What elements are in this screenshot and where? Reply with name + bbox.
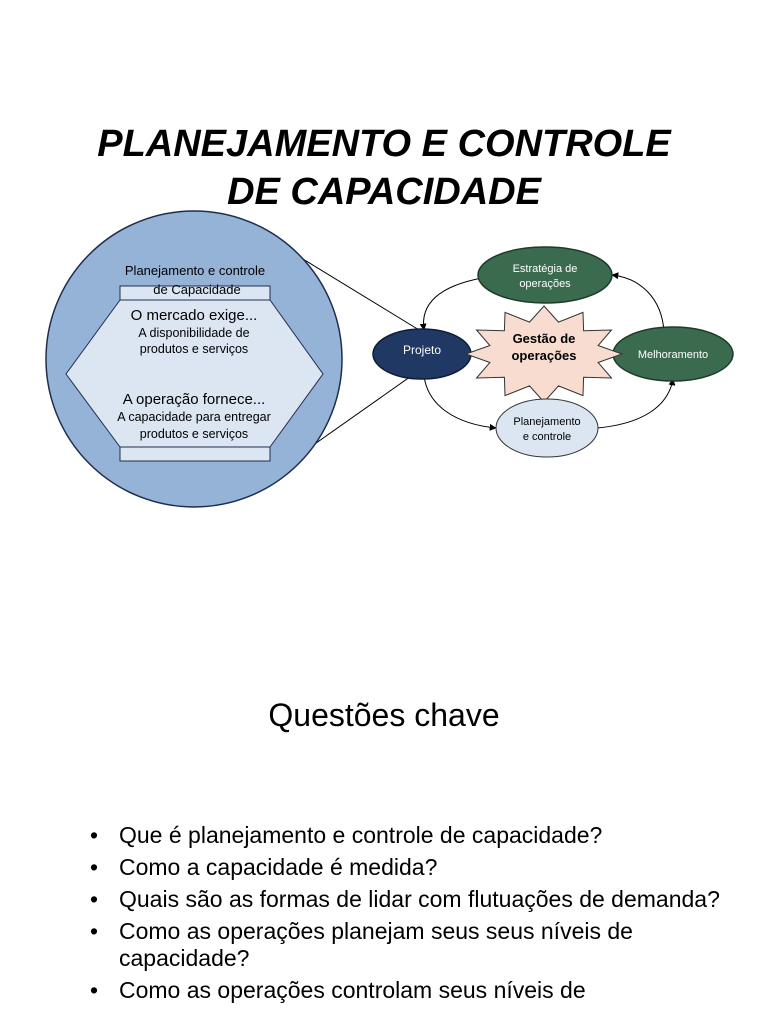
planning-label-line2: e controle: [522, 431, 572, 443]
strategy-label-line2: operações: [519, 278, 571, 290]
question-item: • Como a capacidade é medida?: [88, 854, 748, 881]
project-label: Projeto: [402, 343, 442, 357]
arrow-improvement-to-strategy: [612, 275, 664, 332]
planning-node: [496, 399, 598, 457]
detail-title-line1: Planejamento e controle: [124, 263, 266, 278]
question-item: • Que é planejamento e controle de capacidade?: [88, 822, 748, 849]
center-label-line1: Gestão de: [512, 331, 576, 346]
strategy-node: [478, 247, 612, 303]
question-item: • Como as operações planejam seus seus níveis de capacidade?: [88, 918, 748, 972]
key-questions-list: [88, 822, 748, 1009]
key-questions-heading: Questões chave: [268, 697, 500, 733]
arrow-strategy-to-project: [423, 278, 482, 330]
slide-title-line2: DE CAPACIDADE: [227, 171, 541, 213]
center-label-line2: operações: [511, 348, 577, 363]
planning-label-line1: Planejamento: [513, 416, 581, 428]
strategy-label-line1: Estratégia de: [512, 263, 578, 275]
detail-title-line2: de Capacidade: [153, 282, 241, 297]
question-item: • Como as operações controlam seus níveis de: [88, 977, 748, 1004]
operation-line1: A capacidade para entregar: [117, 410, 271, 424]
improvement-label: Melhoramento: [637, 349, 709, 361]
operation-heading: A operação fornece...: [122, 391, 266, 408]
arrow-planning-to-improvement: [597, 379, 673, 428]
question-item: • Quais são as formas de lidar com flutuações de demanda?: [88, 886, 748, 913]
operation-line2: produtos e serviços: [139, 427, 249, 441]
market-heading: O mercado exige...: [130, 307, 258, 324]
market-line2: produtos e serviços: [139, 342, 249, 356]
arrow-project-to-planning: [424, 376, 496, 428]
slide-title-line1: PLANEJAMENTO E CONTROLE: [97, 123, 671, 165]
market-line1: A disponibilidade de: [138, 326, 250, 340]
